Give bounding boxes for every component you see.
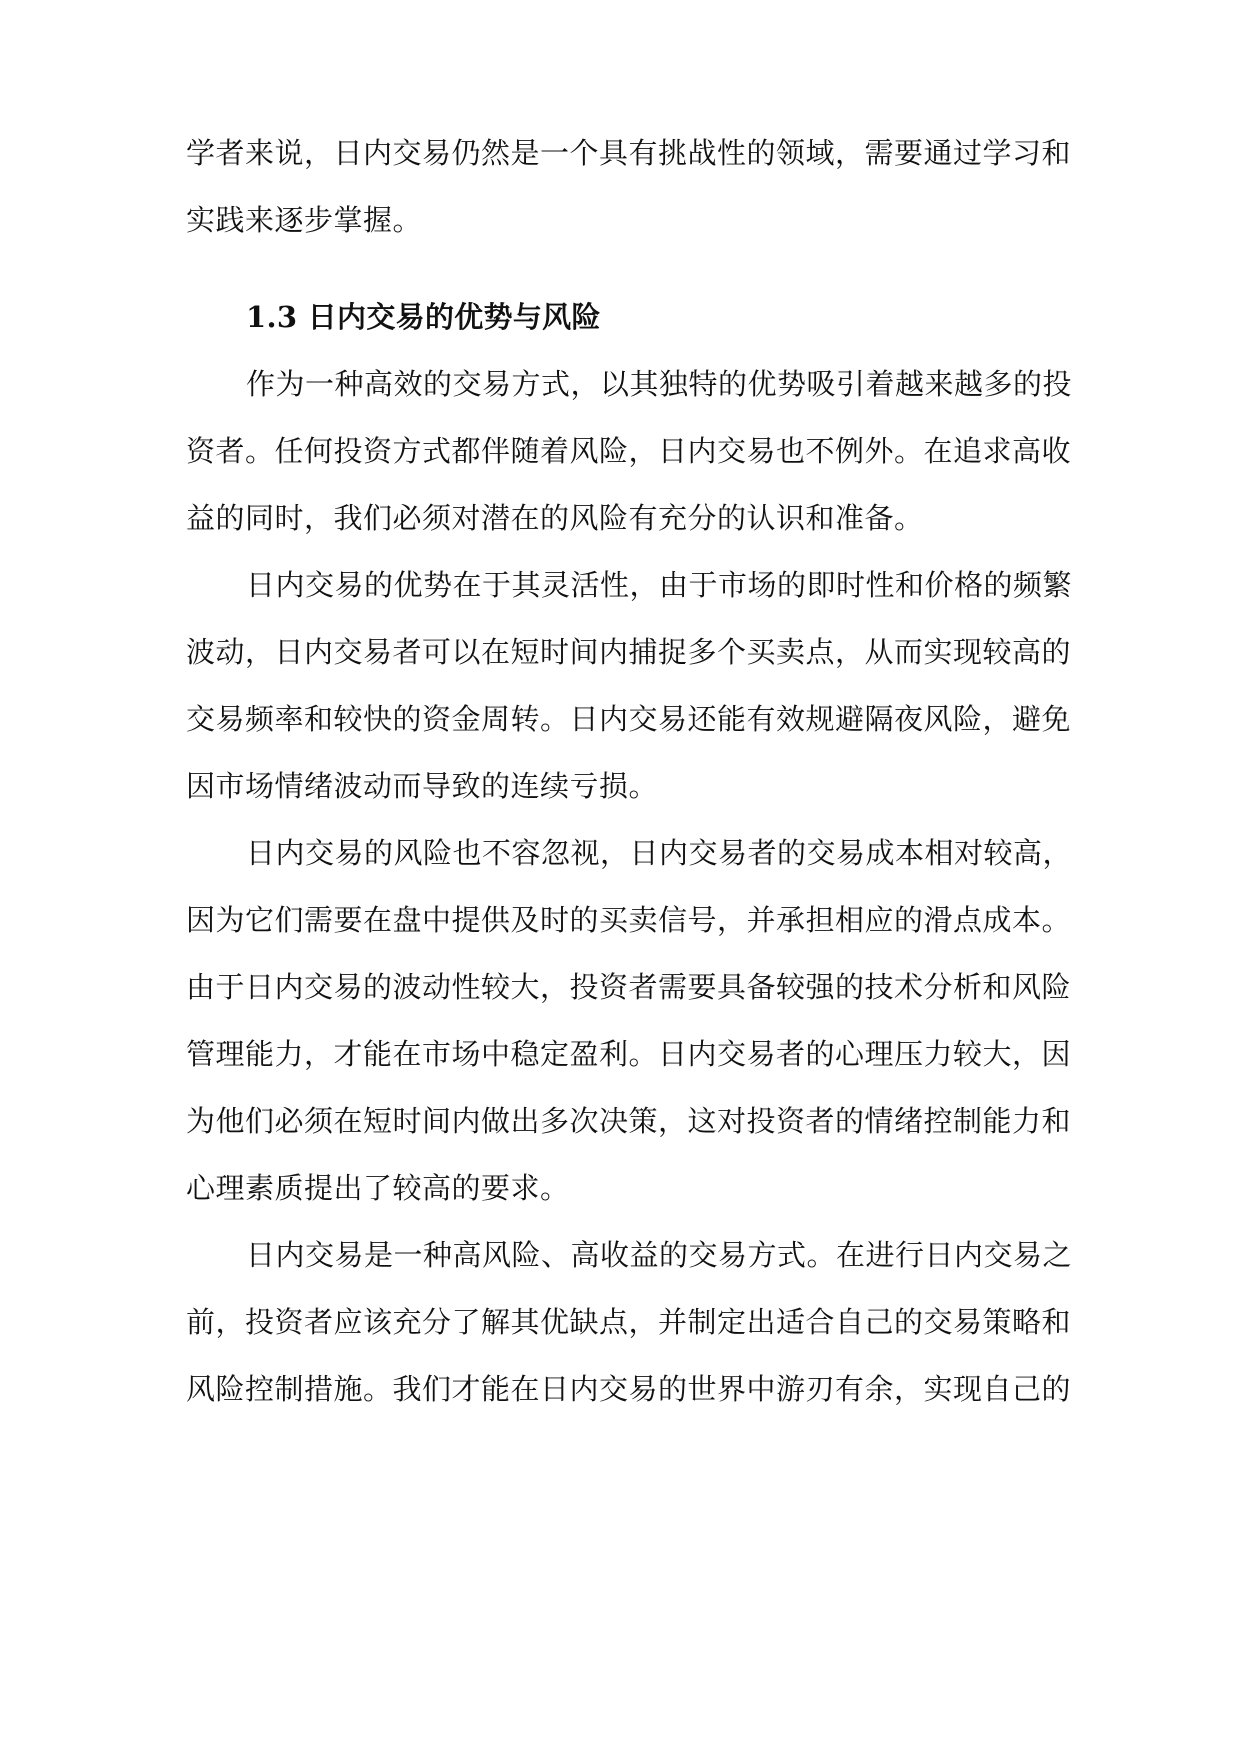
- body-text-line: 实践来逐步掌握。: [186, 203, 423, 237]
- body-text-line: 管理能力，才能在市场中稳定盈利。日内交易者的心理压力较大，因: [186, 1037, 1072, 1071]
- body-text-line: 因市场情绪波动而导致的连续亏损。: [186, 769, 659, 803]
- paragraph-first-line: 日内交易是一种高风险、高收益的交易方式。在进行日内交易之: [246, 1238, 1073, 1272]
- body-text-line: 前，投资者应该充分了解其优缺点，并制定出适合自己的交易策略和: [186, 1305, 1072, 1339]
- body-text-line: 益的同时，我们必须对潜在的风险有充分的认识和准备。: [186, 501, 924, 535]
- body-text-line: 心理素质提出了较高的要求。: [186, 1171, 570, 1205]
- paragraph-first-line: 日内交易的风险也不容忽视，日内交易者的交易成本相对较高，: [246, 836, 1073, 870]
- paragraph-first-line: 日内交易的优势在于其灵活性，由于市场的即时性和价格的频繁: [246, 568, 1073, 602]
- body-text-line: 波动，日内交易者可以在短时间内捕捉多个买卖点，从而实现较高的: [186, 635, 1072, 669]
- body-text-line: 学者来说，日内交易仍然是一个具有挑战性的领域，需要通过学习和: [186, 136, 1072, 170]
- body-text-line: 交易频率和较快的资金周转。日内交易还能有效规避隔夜风险，避免: [186, 702, 1072, 736]
- section-heading: 1.3 日内交易的优势与风险: [246, 300, 601, 334]
- body-text-line: 为他们必须在短时间内做出多次决策，这对投资者的情绪控制能力和: [186, 1104, 1072, 1138]
- paragraph-first-line: 作为一种高效的交易方式，以其独特的优势吸引着越来越多的投: [246, 367, 1073, 401]
- body-text-line: 因为它们需要在盘中提供及时的买卖信号，并承担相应的滑点成本。: [186, 903, 1072, 937]
- body-text-line: 资者。任何投资方式都伴随着风险，日内交易也不例外。在追求高收: [186, 434, 1072, 468]
- body-text-line: 风险控制措施。我们才能在日内交易的世界中游刃有余，实现自己的: [186, 1372, 1072, 1406]
- body-text-line: 由于日内交易的波动性较大，投资者需要具备较强的技术分析和风险: [186, 970, 1072, 1004]
